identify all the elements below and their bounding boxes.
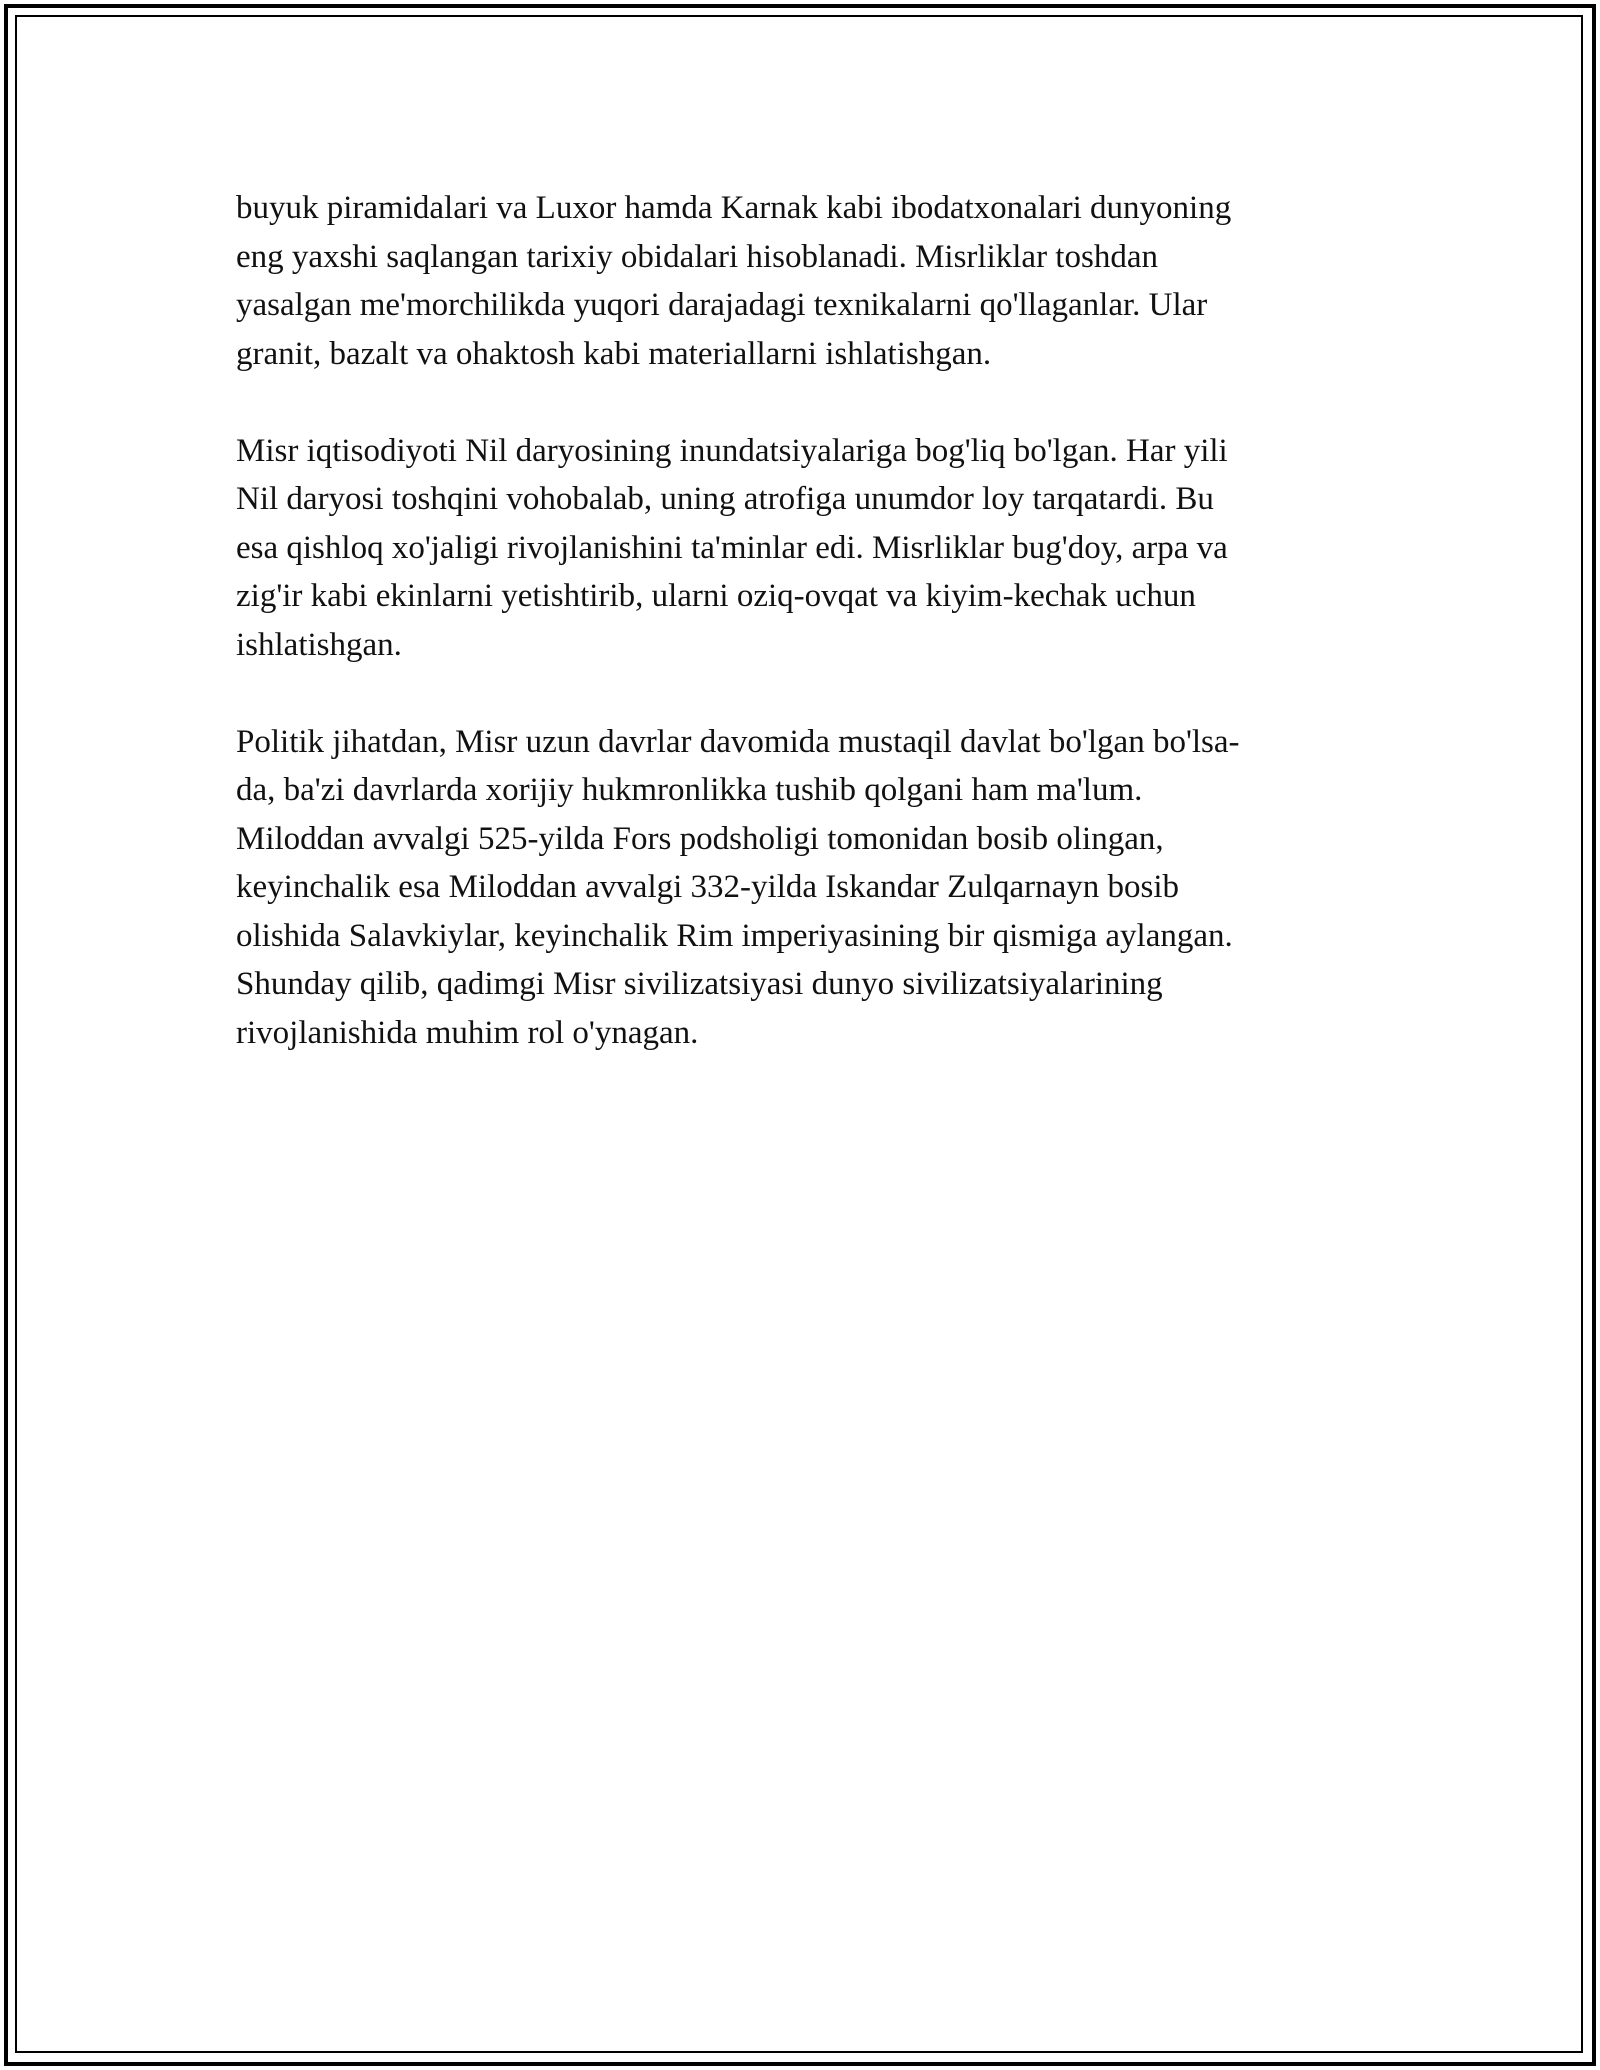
- paragraph-1: [236, 184, 1356, 378]
- document-body: [236, 184, 1356, 1106]
- text-line: olishida Salavkiylar, keyinchalik Rim imperiyasining bir qismiga aylangan.: [236, 917, 1233, 954]
- text-line: ishlatishgan.: [236, 626, 402, 663]
- text-line: Shunday qilib, qadimgi Misr sivilizatsiyasi dunyo sivilizatsiyalarining: [236, 966, 1163, 1002]
- text-line: Misr iqtisodiyoti Nil daryosining inundatsiyalariga bog'liq bo'lgan. Har yili: [236, 432, 1228, 469]
- text-line: buyuk piramidalari va Luxor hamda Karnak kabi ibodatxonalari dunyoning: [236, 190, 1232, 226]
- text-line: granit, bazalt va ohaktosh kabi materiallarni ishlatishgan.: [236, 335, 992, 372]
- text-line: Nil daryosi toshqini vohobalab, uning atrofiga unumdor loy tarqatardi. Bu: [236, 481, 1214, 517]
- paragraph-2: [236, 427, 1356, 670]
- paragraph-3: [236, 718, 1356, 1058]
- text-line: eng yaxshi saqlangan tarixiy obidalari hisoblanadi. Misrliklar toshdan: [236, 238, 1158, 275]
- text-line: zig'ir kabi ekinlarni yetishtirib, ularni oziq-ovqat va kiyim-kechak uchun: [236, 578, 1196, 614]
- text-line: da, ba'zi davrlarda xorijiy hukmronlikka tushib qolgani ham ma'lum.: [236, 772, 1143, 808]
- text-line: rivojlanishida muhim rol o'ynagan.: [236, 1014, 699, 1051]
- text-line: esa qishloq xo'jaligi rivojlanishini ta'minlar edi. Misrliklar bug'doy, arpa va: [236, 529, 1228, 566]
- text-line: keyinchalik esa Miloddan avvalgi 332-yilda Iskandar Zulqarnayn bosib: [236, 869, 1179, 905]
- text-line: Miloddan avvalgi 525-yilda Fors podsholigi tomonidan bosib olingan,: [236, 820, 1164, 857]
- text-line: yasalgan me'morchilikda yuqori darajadagi texnikalarni qo'llaganlar. Ular: [236, 287, 1208, 323]
- text-line: Politik jihatdan, Misr uzun davrlar davomida mustaqil davlat bo'lgan bo'lsa-: [236, 723, 1240, 760]
